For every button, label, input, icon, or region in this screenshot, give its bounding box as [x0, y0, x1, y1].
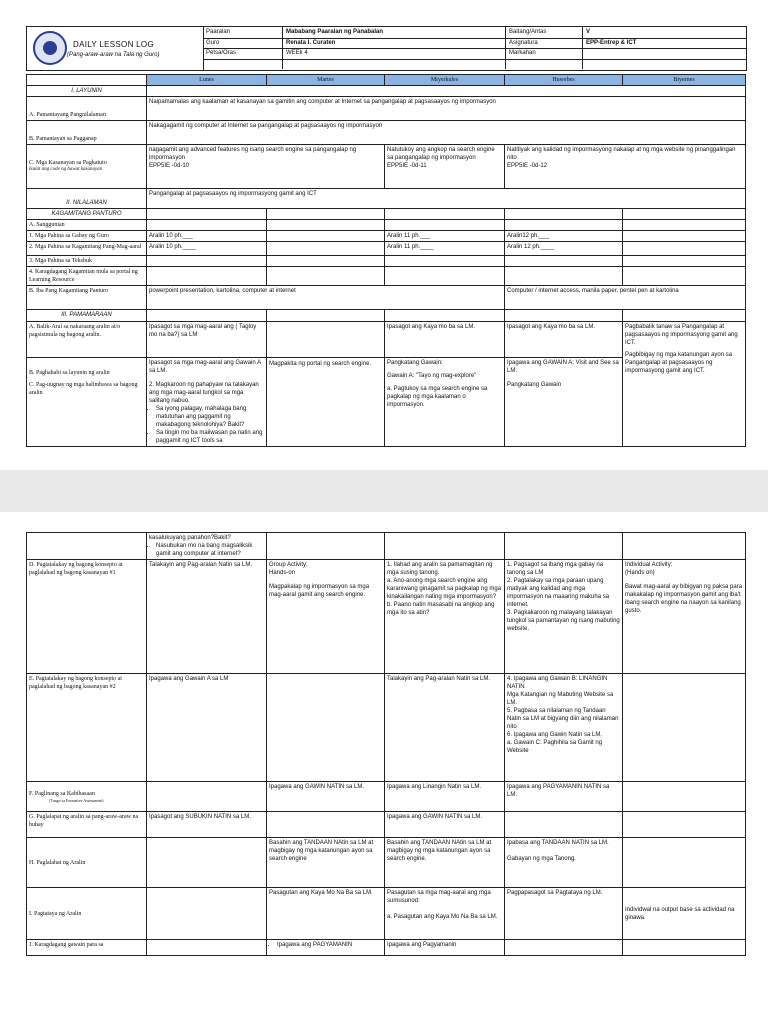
- lesson-table-page-two: [26, 532, 746, 956]
- learner-material-thursday: Aralin 12 ph.____: [505, 242, 623, 256]
- page-gap: [0, 470, 768, 512]
- row-label: H. Paglalahat ng Aralin: [27, 838, 147, 888]
- day-friday: Biyernes: [623, 75, 746, 86]
- header-label: Asignatura: [506, 38, 583, 49]
- motivation-monday-continued: kasalukuyang panahon?Bakit? • Nasubukan mo na bang magsaliksik gamit ang computer at internet?: [147, 533, 267, 560]
- learner-material-wednesday: Aralin 11 ph.____: [385, 242, 505, 256]
- discussion-two-wednesday: Talakayin ang Pag-aralan Natin sa LM.: [385, 674, 505, 782]
- application-wednesday: Ipagawa ang GAWIN NATIN sa LM.: [385, 812, 505, 838]
- learner-material-monday: Aralin 10 ph.____: [147, 242, 267, 256]
- performance-standard: Nakagagamit ng computer at Internet sa pangangalap at pagsasaayos ng impormasyon: [147, 121, 746, 145]
- review-monday: Ipasagot sa mga mag-aaral ang ( Tagloy mo na ba?) sa LM: [147, 322, 267, 358]
- day-wednesday: Miyerkules: [385, 75, 505, 86]
- row-label: 3. Mga Pahina sa Teksbuk: [27, 256, 147, 267]
- header-label: Markahan: [506, 48, 583, 59]
- day-monday: Lunes: [147, 75, 267, 86]
- teacher-guide-wednesday: Aralin 11 ph.___: [385, 231, 505, 242]
- discussion-two-thursday: 4. Ipagawa ang Gawain B: LINANGIN NATIN Mga Katangian ng Mabuting Website sa LM. 5. Pagbasa sa nilalaman ng Tandaan Natin sa LM at bigyang diin ang nilalaman nito 6. Ipagawa ang Gawin Natin sa LM. a. Gawain C: Paghihila sa Gamit ng Website: [505, 674, 623, 782]
- assignment-tuesday: • Ipagawa ang PAGYAMANIN: [267, 940, 385, 956]
- review-wednesday: Ipasagot ang Kaya mo ba sa LM.: [385, 322, 505, 358]
- page-two: [0, 512, 768, 1024]
- competency-wednesday: Natutukoy ang angkop na search engine sa pangangalap ng impormasyon EPP5IE -0d-11: [385, 145, 505, 189]
- discussion-one-thursday: 1. Pagsagot sa ibang mga gabay na tanong sa LM 2. Pagtalakay sa mga paraan upang matiyak ang kalidad ang mga impormasyon na maaaring makuha sa internet. 3. Pagkakaroon ng malayang talakayan tungkol sa pamantayan ng isang mabuting website.: [505, 560, 623, 674]
- row-label: I. Pagtataya ng Aralin: [27, 888, 147, 940]
- row-label: B. Iba Pang Kagamitang Panturo: [27, 286, 147, 310]
- row-label: A. Sanggunian: [27, 220, 147, 231]
- row-label: 2. Mga Pahina sa Kagamitang Pang-Mag-aaral: [27, 242, 147, 256]
- header-title: DAILY LESSON LOG: [73, 40, 154, 49]
- header-subtitle: (Pang-araw-araw na Tala ng Guro): [67, 52, 160, 58]
- other-materials-monday: powerpoint presentation, kartolina, computer at internet: [147, 286, 505, 310]
- row-label: 1. Mga Pahina sa Gabay ng Guro: [27, 231, 147, 242]
- generalization-thursday: Ipabasa ang TANDAAN NATIN sa LM. Gabayan ng mga Tanong.: [505, 838, 623, 888]
- competency-monday: nagagamit ang advanced features ng isang search engine sa pangangalap ng impormasyon EPP5IE -0d-10: [147, 145, 385, 189]
- competency-thursday: Natitiyak ang kalidad ng impormasyong nakalap at ng mga website ng pinanggalingan nito EPP5IE -0d-12: [505, 145, 746, 189]
- page-one: [0, 0, 768, 470]
- header-label: Paaralan: [203, 27, 283, 38]
- section-pamamaraan: III. PAMAMARAAN: [27, 310, 147, 322]
- lesson-table-page-one: [26, 74, 746, 447]
- motivation-tuesday: Magpakita ng portal ng search engine.: [267, 358, 385, 447]
- mastery-wednesday: Ipagawa ang Linangin Natin sa LM.: [385, 782, 505, 812]
- lesson-log-header: [26, 26, 747, 71]
- discussion-one-wednesday: 1. Ilahad ang aralin sa pamamagitan ng mga susing tanong. a. Ano-anong mga search engine ang karaniwang ginagamit sa pagkalap ng mga kinakailangan nating mga impormasyon? b. Paano natin masasabi na angkop ang mga ito sa atin?: [385, 560, 505, 674]
- header-value: Mababang Paaralan ng Panabalan: [283, 27, 506, 38]
- row-label: G. Paglalapat ng aralin sa pang-araw-araw na buhay: [27, 812, 147, 838]
- generalization-tuesday: Basahin ang TANDAAN NAtin sa LM at magbigay ng mga katanungan ayon sa search engine: [267, 838, 385, 888]
- evaluation-tuesday: Pasagutan ang Kaya Mo Na Ba sa LM.: [267, 888, 385, 940]
- row-label: B. Pamantayan sa Pagganap: [27, 121, 147, 145]
- header-row: [203, 59, 746, 70]
- mastery-thursday: Ipagawa ang PAGYAMANIN NATIN sa LM.: [505, 782, 623, 812]
- header-title-block: [27, 27, 204, 70]
- motivation-monday: Ipasagot sa mga mag-aaral ang Gawain A sa LM. 2. Magkaroon ng pahapyaw na talakayan ang mga mag-aaral tungkol sa mga salitang nabuo. • Sa iyong palagay, mahalaga bang matutuhan ang paggamit ng makabagong teknolohiya? Bakit? • Sa tingin mo ba maiiwasan pa natin ang paggamit ng ICT tools sa: [147, 358, 267, 447]
- row-label: C. Mga Kasanayan sa Pagkatuto Isulat ang code ng bawat kasanayan: [27, 145, 147, 189]
- review-thursday: Ipasagot ang Kaya mo ba sa LM.: [505, 322, 623, 358]
- header-value: WEEk 4: [283, 48, 506, 59]
- row-label: B. Paghahabi sa layunin ng aralin C. Pag-uugnay ng mga halimbawa sa bagong aralin: [27, 358, 147, 447]
- review-friday: Pagbabalik tanaw sa Pangangalap at pagsasaayos ng impormasyong gamit ang ICT. Pagbibigay ng mga katanungan ayon sa Pangangalap at pagsasaayos ng impormasyong gamit ang ICT.: [623, 322, 746, 447]
- header-label: Petsa/Oras: [203, 48, 283, 59]
- row-label: E. Pagtatalakay ng bagong konsepto at paglalahad ng bagong kasanayan #2: [27, 674, 147, 782]
- evaluation-thursday: Pagpapasagot sa Pagtataya ng LM.: [505, 888, 623, 940]
- discussion-one-friday: Individual Activity: (Hands on) Bawat mag-aaral ay bibigyan ng paksa para makakalap ng impormasyon gamit ang iba't ibang search engine na naayon sa kanilang gusto.: [623, 560, 746, 674]
- header-label: Baitang/Antas: [506, 27, 583, 38]
- row-label: J. Karagdagang gawain para sa: [27, 940, 147, 956]
- day-header-row: [27, 75, 746, 86]
- evaluation-friday: Individwal na output base sa actividad na ginawa.: [623, 888, 746, 940]
- evaluation-wednesday: Pasagutan sa mga mag-aaral ang mga sumusunod: a. Pasagutan ang Kaya Mo Na Ba sa LM.: [385, 888, 505, 940]
- deped-seal-icon: [33, 31, 67, 65]
- day-tuesday: Martes: [267, 75, 385, 86]
- header-value: Renata I. Curaten: [283, 38, 506, 49]
- mastery-tuesday: Ipagawa ang GAWIN NATIN sa LM.: [267, 782, 385, 812]
- teacher-guide-monday: Aralin 10 ph.___: [147, 231, 267, 242]
- discussion-two-monday: Ipagawa ang Gawain A sa LM: [147, 674, 267, 782]
- row-label: A. Balik-Aral sa nakaraang aralin at/o pagsisimula ng bagong aralin.: [27, 322, 147, 358]
- application-monday: Ipasagot ang SUBUKIN NATIN sa LM.: [147, 812, 267, 838]
- content-text: Pangangalap at pagsasaayos ng impormasyong gamit ang ICT: [147, 189, 746, 209]
- row-label: A. Pamantayang Pangnilalaman: [27, 97, 147, 121]
- row-label: 4. Karagdagang Kagamitan mula sa portal ng Learning Resource: [27, 267, 147, 286]
- day-thursday: Huwebes: [505, 75, 623, 86]
- other-materials-thursday: Computer / internet access, manila paper, pentel pen at kartolina: [505, 286, 746, 310]
- generalization-wednesday: Basahin ang TANDAAN NAtin sa LM at magbigay ng mga katanungan ayon sa search engine.: [385, 838, 505, 888]
- motivation-thursday: Ipagawa ang GAWAIN A: Visit and See sa LM. Pangkatang Gawain: [505, 358, 623, 447]
- header-info-grid: [203, 27, 746, 70]
- header-value: [583, 48, 746, 59]
- section-nilalaman: II. NILALAMAN: [27, 189, 147, 209]
- motivation-wednesday: Pangkatang Gawain: Gawain A: "Tayo ng mag-explore" a. Pagtukoy sa mga search engine sa pagkalap ng mga kaalaman o impormasyon.: [385, 358, 505, 447]
- header-value: EPP-Entrep & ICT: [586, 39, 637, 46]
- header-label: Guro: [203, 38, 283, 49]
- section-layunin: I. LAYUNIN: [27, 86, 147, 97]
- row-label: F. Paglinang sa Kabihasaan (Tungo sa Formative Assessment): [27, 782, 147, 812]
- discussion-one-monday: Talakayin ang Pag-aralan Natin sa LM.: [147, 560, 267, 674]
- row-label: D. Pagtatalakay ng bagong konsepto at paglalahad ng bagong kasanayan #1: [27, 560, 147, 674]
- content-standard: Naipamamalas ang kaalaman at kasanayan sa gamitin ang computer at Internet sa pangangalap at pagsasaayos ng impormasyon: [147, 97, 746, 121]
- teacher-guide-thursday: Aralin12 ph.___: [505, 231, 623, 242]
- discussion-one-tuesday: Group Activity: Hands-on Magpakalap ng impormasyon sa mga mag-aaral gamit ang search engine.: [267, 560, 385, 674]
- section-kagamitan: KAGAMITANG PANTURO: [27, 209, 147, 220]
- assignment-wednesday: Ipagawa ang Pagyamanin: [385, 940, 505, 956]
- header-value: V: [586, 29, 591, 35]
